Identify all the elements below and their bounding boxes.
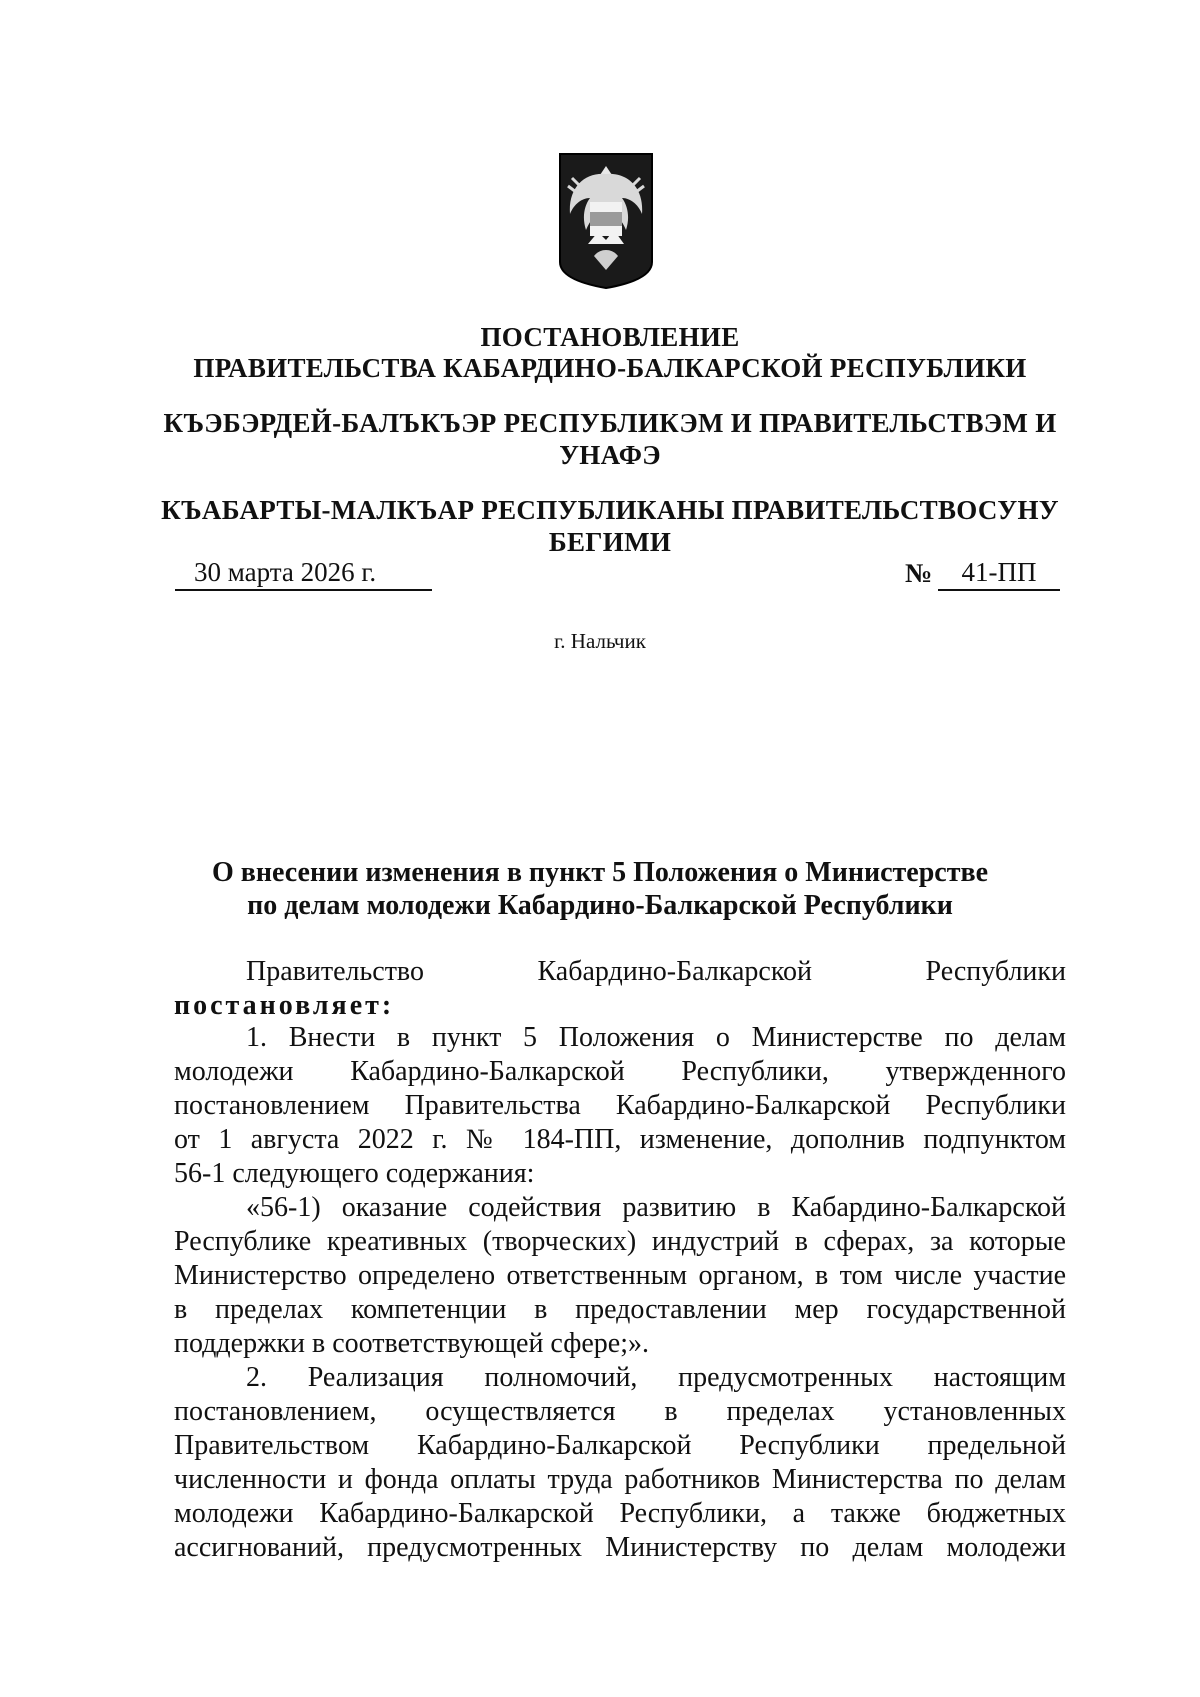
coat-of-arms-icon bbox=[558, 152, 654, 290]
body-line: 1. Внести в пункт 5 Положения о Министерстве по делам bbox=[246, 1022, 1066, 1053]
body-line: Республике креативных (творческих) индустрий в сферах, за которые bbox=[174, 1226, 1066, 1257]
document-number: 41-ПП bbox=[938, 555, 1060, 591]
issuer-heading-krc-2: БЕГИМИ bbox=[548, 527, 672, 557]
body-line: молодежи Кабардино-Балкарской Республики, а также бюджетных bbox=[174, 1498, 1066, 1529]
number-sign: № bbox=[905, 558, 933, 588]
document-title-line-1: О внесении изменения в пункт 5 Положения о Министерстве bbox=[211, 857, 989, 888]
document-city: г. Нальчик bbox=[554, 629, 646, 653]
issuer-heading-ru: ПРАВИТЕЛЬСТВА КАБАРДИНО-БАЛКАРСКОЙ РЕСПУБЛИКИ bbox=[193, 353, 1027, 383]
issuer-heading-krc-1: КЪАБАРТЫ-МАЛКЪАР РЕСПУБЛИКАНЫ ПРАВИТЕЛЬСТВОСУНУ bbox=[161, 495, 1059, 525]
body-line: молодежи Кабардино-Балкарской Республики, утвержденного bbox=[174, 1056, 1066, 1087]
document-title-line-2: по делам молодежи Кабардино-Балкарской Республики bbox=[247, 890, 953, 921]
body-line: Министерство определено ответственным органом, в том числе участие bbox=[174, 1260, 1066, 1291]
body-line-resolves: постановляет: bbox=[174, 990, 395, 1021]
document-date: 30 марта 2026 г. bbox=[175, 555, 432, 591]
body-line: численности и фонда оплаты труда работников Министерства по делам bbox=[174, 1464, 1066, 1495]
body-line: от 1 августа 2022 г. № 184-ПП, изменение, дополнив подпунктом bbox=[174, 1124, 1066, 1155]
body-line: постановлением, осуществляется в пределах установленных bbox=[174, 1396, 1066, 1427]
body-line: в пределах компетенции в предоставлении мер государственной bbox=[174, 1294, 1066, 1325]
body-line: 56-1 следующего содержания: bbox=[174, 1158, 535, 1189]
doc-type-heading: ПОСТАНОВЛЕНИЕ bbox=[480, 322, 740, 352]
body-line: ассигнований, предусмотренных Министерству по делам молодежи bbox=[174, 1532, 1066, 1563]
body-line: 2. Реализация полномочий, предусмотренных настоящим bbox=[246, 1362, 1066, 1393]
body-line: постановлением Правительства Кабардино-Балкарской Республики bbox=[174, 1090, 1066, 1121]
body-line: «56-1) оказание содействия развитию в Кабардино-Балкарской bbox=[246, 1192, 1066, 1223]
issuer-heading-kbd-1: КЪЭБЭРДЕЙ-БАЛЪКЪЭР РЕСПУБЛИКЭМ И ПРАВИТЕЛЬСТВЭМ И bbox=[163, 408, 1057, 438]
body-line: Правительство Кабардино-Балкарской Республики bbox=[246, 956, 1066, 987]
issuer-heading-kbd-2: УНАФЭ bbox=[559, 440, 661, 470]
body-line: поддержки в соответствующей сфере;». bbox=[174, 1328, 649, 1359]
body-line: Правительством Кабардино-Балкарской Республики предельной bbox=[174, 1430, 1066, 1461]
